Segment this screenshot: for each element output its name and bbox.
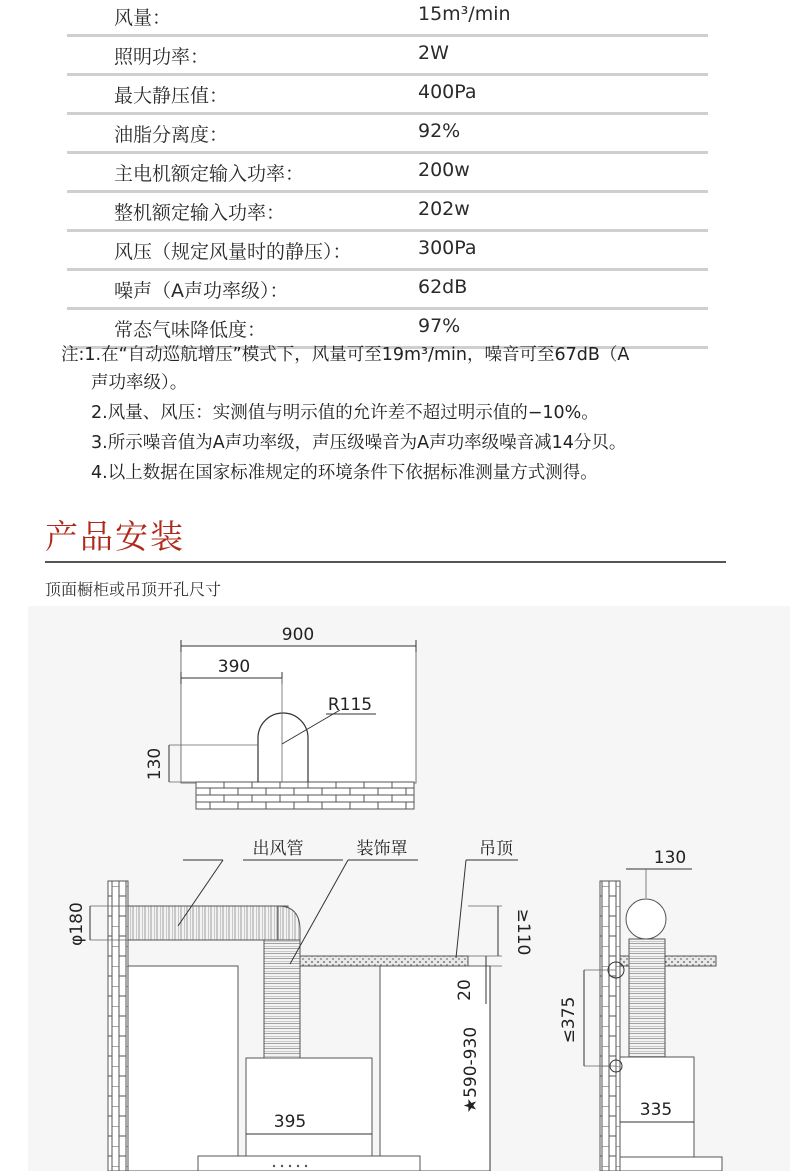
- hood-body: [246, 1058, 372, 1156]
- section-subtitle: 顶面橱柜或吊顶开孔尺寸: [45, 580, 222, 599]
- duct-horizontal: [128, 906, 288, 940]
- spec-label: 噪声（A声功率级）：: [114, 280, 289, 302]
- note-line-2: 声功率级）。: [91, 373, 188, 393]
- cutout-wall: [196, 782, 414, 809]
- note-line-3: 2.风量、风压：实测值与明示值的允许差不超过明示值的−10%。: [91, 403, 599, 423]
- spec-label: 常态气味降低度：: [114, 319, 267, 341]
- dim-ge110: ≥110: [513, 908, 533, 956]
- spec-row: [67, 232, 708, 271]
- cutout-view: [145, 625, 416, 809]
- side-wall: [600, 881, 620, 1171]
- spec-value: 92%: [418, 120, 461, 142]
- section-divider: [45, 561, 726, 563]
- dim-phi180: φ180: [67, 902, 87, 946]
- spec-row: [67, 154, 708, 193]
- spec-row: [67, 193, 708, 232]
- duct-vertical: [264, 940, 300, 1058]
- spec-value: 202w: [418, 198, 470, 220]
- spec-row: [67, 0, 708, 37]
- spec-label: 风压（规定风量时的静压）：: [114, 241, 352, 263]
- spec-table: [67, 0, 708, 349]
- spec-value: 62dB: [418, 276, 468, 298]
- dim-le375: ≤375: [559, 996, 579, 1044]
- installation-drawing-svg: [28, 606, 790, 1171]
- side-view: [559, 848, 722, 1171]
- note-line-1: 注:1.在“自动巡航增压”模式下，风量可至19m³/min，噪音可至67dB（A: [61, 345, 630, 365]
- section-title: 产品安装: [45, 517, 185, 556]
- spec-row: [67, 271, 708, 310]
- label-cover: 装饰罩: [356, 839, 408, 859]
- dim-r115: R115: [327, 695, 373, 715]
- spec-label: 主电机额定输入功率：: [114, 163, 305, 185]
- spec-value: 200w: [418, 159, 470, 181]
- ceiling-slab: [298, 956, 468, 966]
- spec-value: 2W: [418, 42, 449, 64]
- spec-value: 400Pa: [418, 81, 477, 103]
- hood-panel: [198, 1156, 420, 1171]
- note-line-5: 4.以上数据在国家标准规定的环境条件下依据标准测量方式测得。: [91, 463, 598, 483]
- spec-value: 97%: [418, 315, 461, 337]
- spec-label: 整机额定输入功率：: [114, 202, 286, 224]
- spec-value: 300Pa: [418, 237, 477, 259]
- spec-label: 照明功率：: [114, 46, 210, 68]
- spec-row: [67, 76, 708, 115]
- dim-20: 20: [455, 979, 475, 1001]
- spec-row: [67, 37, 708, 76]
- dim-395: 395: [273, 1112, 307, 1132]
- installation-drawing: [28, 606, 790, 1171]
- side-duct: [629, 939, 665, 1057]
- cabinet-left: [128, 966, 238, 1171]
- dim-130: 130: [145, 747, 165, 781]
- dim-900: 900: [281, 625, 315, 645]
- dim-335: 335: [639, 1100, 673, 1120]
- spec-label: 最大静压值：: [114, 85, 229, 107]
- spec-row: [67, 115, 708, 154]
- spec-label: 风量：: [114, 7, 172, 29]
- cutout-panel: [181, 646, 416, 783]
- label-duct: 出风管: [252, 839, 304, 859]
- note-line-4: 3.所示噪音值为A声功率级，声压级噪音为A声功率级噪音减14分贝。: [91, 433, 627, 453]
- dim-590-930: ★590-930: [461, 1026, 481, 1114]
- label-ceiling: 吊顶: [479, 839, 513, 859]
- spec-label: 油脂分离度：: [114, 124, 229, 146]
- duct-section: [626, 899, 666, 939]
- spec-value: 15m³/min: [418, 3, 511, 25]
- dim-side-130: 130: [653, 848, 687, 868]
- front-wall: [108, 881, 128, 1171]
- dim-390: 390: [217, 657, 251, 677]
- front-view: [67, 839, 533, 1171]
